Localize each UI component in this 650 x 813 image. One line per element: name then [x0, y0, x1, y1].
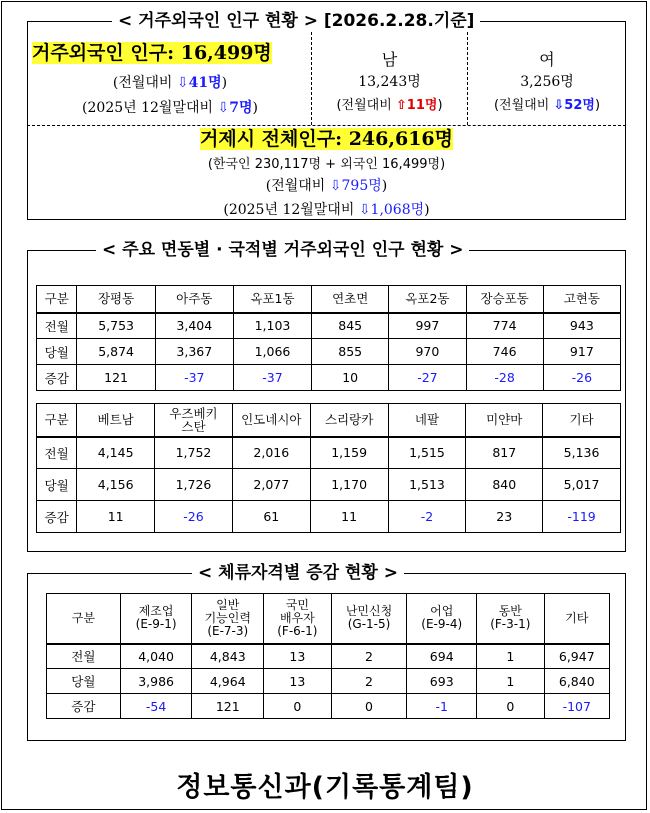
foreign-population-label: [32, 40, 272, 66]
male-count: 13,243명: [358, 74, 421, 90]
table-cell: 2: [331, 669, 407, 694]
header-cell: 네팔: [388, 404, 466, 437]
table-cell: 4,145: [77, 437, 155, 469]
table-cell: 0: [264, 694, 332, 719]
table-cell: 1,103: [233, 313, 311, 339]
summary-title: < 거주외국인 인구 현황 > [2026.2.28.기준]: [112, 11, 480, 31]
female-mom-prefix: (전월대비: [493, 98, 554, 113]
foreign-dec-line: [32, 97, 308, 117]
table-cell: 943: [543, 313, 620, 339]
table-row: [37, 437, 621, 469]
row-label: 당월: [37, 469, 77, 501]
female-label: 여: [539, 50, 555, 69]
header-cell-category: 구분: [37, 286, 77, 313]
table-cell: 817: [466, 437, 543, 469]
table-cell: 2,016: [232, 437, 310, 469]
table-cell: 693: [407, 669, 477, 694]
row-label: 증감: [37, 501, 77, 533]
total-breakdown: (한국인 230,117명 + 외국인 16,499명): [207, 157, 446, 172]
table-cell: 2,077: [232, 469, 310, 501]
table-row: [37, 365, 621, 391]
header-cell-category: 구분: [47, 594, 121, 644]
table-cell: 4,843: [192, 644, 264, 669]
table-cell: 4,156: [77, 469, 155, 501]
table-cell: 4,964: [192, 669, 264, 694]
table-cell: 1,066: [233, 339, 311, 365]
table-cell: 0: [477, 694, 545, 719]
visa-table: [46, 593, 610, 719]
table-cell: 2: [331, 644, 407, 669]
header-row: [37, 286, 621, 313]
header-row: [37, 404, 621, 437]
table-cell: 5,136: [543, 437, 621, 469]
table-cell: 13: [264, 669, 332, 694]
total-population-value: 거제시 전체인구: 246,616명: [199, 128, 453, 150]
table-cell: -107: [544, 694, 609, 719]
header-cell: 난민신청 (G-1-5): [331, 594, 407, 644]
male-mom-line: [312, 94, 467, 113]
table-cell: -26: [543, 365, 620, 391]
male-mom-suffix: ): [437, 98, 443, 113]
foreign-dec-prefix: (2025년 12월말대비: [82, 100, 218, 116]
total-dec-prefix: (2025년 12월말대비: [223, 202, 359, 218]
header-cell: 기타: [544, 594, 609, 644]
table-row: [47, 694, 610, 719]
table-cell: 774: [466, 313, 543, 339]
row-label: 증감: [37, 365, 77, 391]
table-cell: 3,367: [155, 339, 233, 365]
table-cell: 917: [543, 339, 620, 365]
table-cell: -2: [388, 501, 466, 533]
table-cell: 1,752: [155, 437, 233, 469]
foreign-population-value: 거주외국인 인구: 16,499명: [32, 42, 272, 64]
table-row: [47, 669, 610, 694]
table-cell: 855: [312, 339, 389, 365]
row-label: 전월: [37, 313, 77, 339]
total-mom-line: [27, 175, 626, 195]
total-population-line: [27, 127, 626, 151]
table-cell: 970: [389, 339, 466, 365]
header-cell: 인도네시아: [232, 404, 310, 437]
table-row: [37, 469, 621, 501]
header-cell: 기타: [543, 404, 621, 437]
table-cell: 5,874: [77, 339, 155, 365]
header-cell: 국민 배우자 (F-6-1): [264, 594, 332, 644]
table-cell: 13: [264, 644, 332, 669]
header-row: [47, 594, 610, 644]
header-cell: 고현동: [543, 286, 620, 313]
header-cell: 제조업 (E-9-1): [120, 594, 192, 644]
table-cell: 1,515: [388, 437, 466, 469]
total-mom-value: ⇩795명: [329, 178, 382, 194]
table-cell: 746: [466, 339, 543, 365]
header-cell: 베트남: [77, 404, 155, 437]
female-mom-line: [468, 94, 626, 113]
nationality-table: [36, 403, 621, 533]
table-cell: -54: [120, 694, 192, 719]
table-cell: 1,726: [155, 469, 233, 501]
header-cell: 어업 (E-9-4): [407, 594, 477, 644]
header-cell: 옥포2동: [389, 286, 466, 313]
table-cell: 1,170: [310, 469, 388, 501]
foreign-mom-line: [32, 72, 308, 92]
table-cell: 997: [389, 313, 466, 339]
header-cell-category: 구분: [37, 404, 77, 437]
table-cell: 4,040: [120, 644, 192, 669]
male-mom-value: ⇧11명: [395, 98, 438, 113]
table-cell: -26: [155, 501, 233, 533]
total-mom-prefix: (전월대비: [265, 178, 330, 194]
table-cell: 5,017: [543, 469, 621, 501]
table-cell: 0: [331, 694, 407, 719]
table-cell: 6,840: [544, 669, 609, 694]
table-cell: -37: [233, 365, 311, 391]
table-cell: 845: [312, 313, 389, 339]
header-cell: 일반 기능인력 (E-7-3): [192, 594, 264, 644]
header-cell: 우즈베키 스탄: [155, 404, 233, 437]
table-cell: -119: [543, 501, 621, 533]
header-cell: 아주동: [155, 286, 233, 313]
total-dec-value: ⇩1,068명: [358, 202, 425, 218]
district-table: [36, 285, 621, 391]
table-cell: 3,986: [120, 669, 192, 694]
total-dec-line: [27, 199, 626, 219]
row-label: 당월: [47, 669, 121, 694]
table-cell: 1: [477, 644, 545, 669]
table-cell: 1,513: [388, 469, 466, 501]
table-cell: 5,753: [77, 313, 155, 339]
total-mom-suffix: ): [381, 178, 388, 194]
summary-divider-h: [27, 125, 626, 126]
female-count: 3,256명: [520, 74, 574, 90]
foreign-mom-suffix: ): [221, 75, 228, 91]
foreign-dec-value: ⇩7명: [217, 100, 253, 116]
foreign-mom-value: ⇩41명: [176, 75, 222, 91]
table-cell: 23: [466, 501, 543, 533]
header-cell: 장평동: [77, 286, 155, 313]
row-label: 전월: [37, 437, 77, 469]
header-cell: 장승포동: [466, 286, 543, 313]
table-cell: 1: [477, 669, 545, 694]
table-cell: 3,404: [155, 313, 233, 339]
foreign-dec-suffix: ): [252, 100, 258, 116]
table-cell: 11: [310, 501, 388, 533]
header-cell: 스리랑카: [310, 404, 388, 437]
male-mom-prefix: (전월대비: [336, 98, 396, 113]
visa-title: < 체류자격별 증감 현황 >: [192, 563, 404, 583]
table-cell: -28: [466, 365, 543, 391]
table-cell: 840: [466, 469, 543, 501]
table-cell: -1: [407, 694, 477, 719]
header-cell: 동반 (F-3-1): [477, 594, 545, 644]
table-cell: 121: [192, 694, 264, 719]
table-cell: -27: [389, 365, 466, 391]
table-cell: 11: [77, 501, 155, 533]
row-label: 당월: [37, 339, 77, 365]
row-label: 전월: [47, 644, 121, 669]
header-cell: 미얀마: [466, 404, 543, 437]
table-cell: 6,947: [544, 644, 609, 669]
district-title: < 주요 면동별 · 국적별 거주외국인 인구 현황 >: [96, 240, 469, 260]
header-cell: 연초면: [312, 286, 389, 313]
male-label: 남: [381, 50, 398, 69]
table-row: [37, 501, 621, 533]
table-cell: 1,159: [310, 437, 388, 469]
table-row: [47, 644, 610, 669]
table-cell: -37: [155, 365, 233, 391]
header-cell: 옥포1동: [233, 286, 311, 313]
foreign-mom-prefix: (전월대비: [112, 75, 177, 91]
table-cell: 61: [232, 501, 310, 533]
female-mom-suffix: ): [594, 98, 601, 113]
row-label: 증감: [47, 694, 121, 719]
female-mom-value: ⇩52명: [553, 98, 595, 113]
total-dec-suffix: ): [424, 202, 430, 218]
table-cell: 10: [312, 365, 389, 391]
table-row: [37, 313, 621, 339]
table-row: [37, 339, 621, 365]
table-cell: 121: [77, 365, 155, 391]
table-cell: 694: [407, 644, 477, 669]
footer-department: 정보통신과(기록통계팀): [176, 772, 474, 803]
